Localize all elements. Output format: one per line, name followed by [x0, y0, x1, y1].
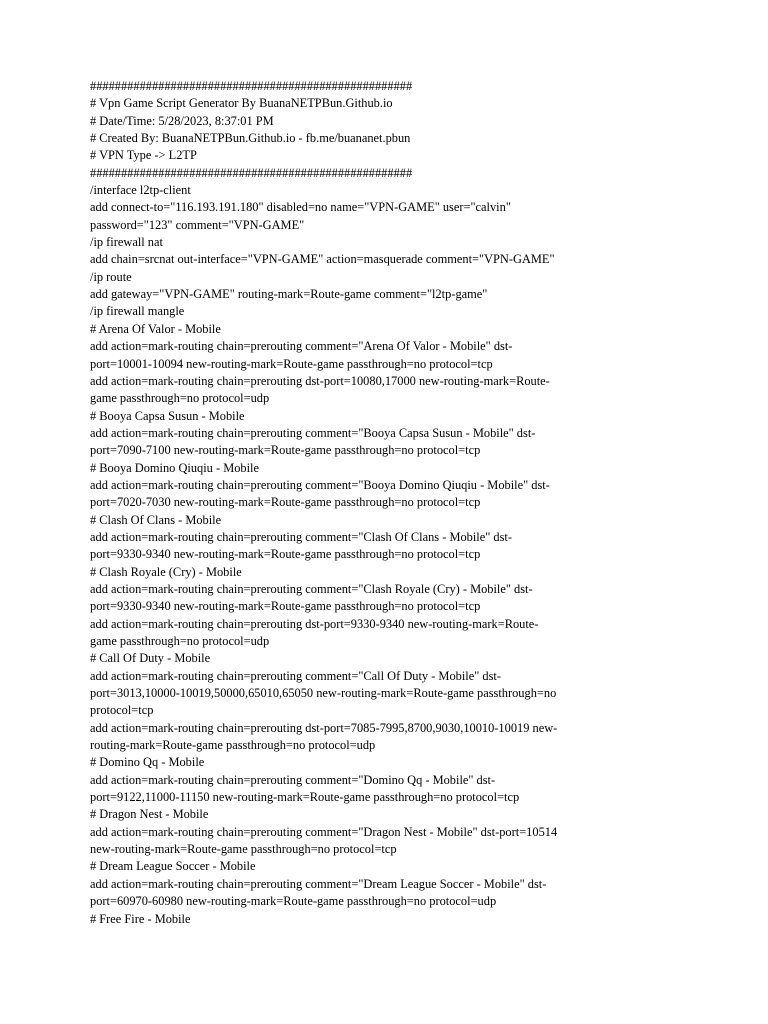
comment-line: # Domino Qq - Mobile — [90, 755, 205, 770]
command-line: /interface l2tp-client — [90, 183, 191, 198]
command-line: new-routing-mark=Route-game passthrough=no protocol=tcp — [90, 842, 397, 857]
comment-line: # Call Of Duty - Mobile — [90, 651, 211, 666]
command-line: add action=mark-routing chain=prerouting comment="Dream League Soccer - Mobile" dst- — [90, 876, 547, 891]
comment-line: # Arena Of Valor - Mobile — [90, 321, 221, 336]
command-line: add action=mark-routing chain=prerouting comment="Booya Capsa Susun - Mobile" dst- — [90, 425, 536, 440]
command-line: add action=mark-routing chain=prerouting comment="Arena Of Valor - Mobile" dst- — [90, 339, 513, 354]
command-line: add chain=srcnat out-interface="VPN-GAME" action=masquerade comment="VPN-GAME" — [90, 252, 555, 267]
command-line: game passthrough=no protocol=udp — [90, 634, 270, 648]
command-line: add gateway="VPN-GAME" routing-mark=Route-game comment="l2tp-game" — [90, 287, 488, 302]
comment-line: # Created By: BuanaNETPBun.Github.io - fb.me/buananet.pbun — [90, 131, 411, 146]
command-line: game passthrough=no protocol=udp — [90, 391, 270, 406]
comment-line: # Booya Domino Qiuqiu - Mobile — [90, 460, 259, 475]
comment-line: # Dragon Nest - Mobile — [90, 807, 209, 822]
command-line: add action=mark-routing chain=prerouting dst-port=9330-9340 new-routing-mark=Route- — [90, 616, 539, 631]
command-line: /ip firewall mangle — [90, 304, 185, 319]
comment-line: # Dream League Soccer - Mobile — [90, 859, 256, 874]
command-line: add action=mark-routing chain=prerouting comment="Call Of Duty - Mobile" dst- — [90, 668, 501, 683]
command-line: port=7090-7100 new-routing-mark=Route-game passthrough=no protocol=tcp — [90, 443, 481, 458]
command-line: protocol=tcp — [90, 703, 154, 718]
command-line: routing-mark=Route-game passthrough=no protocol=udp — [90, 738, 376, 753]
comment-line: # Booya Capsa Susun - Mobile — [90, 408, 245, 423]
comment-line: # Clash Of Clans - Mobile — [90, 512, 222, 527]
comment-line: # Vpn Game Script Generator By BuanaNETPBun.Github.io — [90, 96, 393, 111]
command-line: port=3013,10000-10019,50000,65010,65050 new-routing-mark=Route-game passthrough=no — [90, 686, 557, 701]
command-line: add connect-to="116.193.191.180" disabled=no name="VPN-GAME" user="calvin" — [90, 200, 511, 215]
script-text-block — [90, 78, 690, 928]
command-line: port=60970-60980 new-routing-mark=Route-game passthrough=no protocol=udp — [90, 894, 497, 909]
command-line: add action=mark-routing chain=prerouting comment="Clash Royale (Cry) - Mobile" dst- — [90, 581, 533, 596]
command-line: add action=mark-routing chain=prerouting dst-port=10080,17000 new-routing-mark=Route- — [90, 373, 550, 388]
separator-line: #################################################### — [90, 79, 413, 93]
command-line: add action=mark-routing chain=prerouting comment="Dragon Nest - Mobile" dst-port=10514 — [90, 824, 558, 839]
command-line: port=9330-9340 new-routing-mark=Route-game passthrough=no protocol=tcp — [90, 599, 481, 614]
comment-line: # Free Fire - Mobile — [90, 911, 191, 926]
command-line: /ip firewall nat — [90, 235, 163, 250]
comment-line: # Date/Time: 5/28/2023, 8:37:01 PM — [90, 113, 274, 128]
command-line: add action=mark-routing chain=prerouting comment="Clash Of Clans - Mobile" dst- — [90, 529, 512, 544]
command-line: add action=mark-routing chain=prerouting comment="Booya Domino Qiuqiu - Mobile" dst- — [90, 477, 550, 492]
command-line: /ip route — [90, 269, 132, 284]
command-line: add action=mark-routing chain=prerouting dst-port=7085-7995,8700,9030,10010-10019 new- — [90, 720, 558, 735]
comment-line: # Clash Royale (Cry) - Mobile — [90, 564, 242, 579]
command-line: add action=mark-routing chain=prerouting comment="Domino Qq - Mobile" dst- — [90, 772, 496, 787]
comment-line: # VPN Type -> L2TP — [90, 148, 197, 163]
command-line: password="123" comment="VPN-GAME" — [90, 217, 305, 232]
separator-line: #################################################### — [90, 165, 413, 180]
command-line: port=9330-9340 new-routing-mark=Route-game passthrough=no protocol=tcp — [90, 547, 481, 562]
command-line: port=9122,11000-11150 new-routing-mark=Route-game passthrough=no protocol=tcp — [90, 790, 520, 805]
command-line: port=10001-10094 new-routing-mark=Route-game passthrough=no protocol=tcp — [90, 356, 493, 371]
command-line: port=7020-7030 new-routing-mark=Route-game passthrough=no protocol=tcp — [90, 495, 481, 510]
